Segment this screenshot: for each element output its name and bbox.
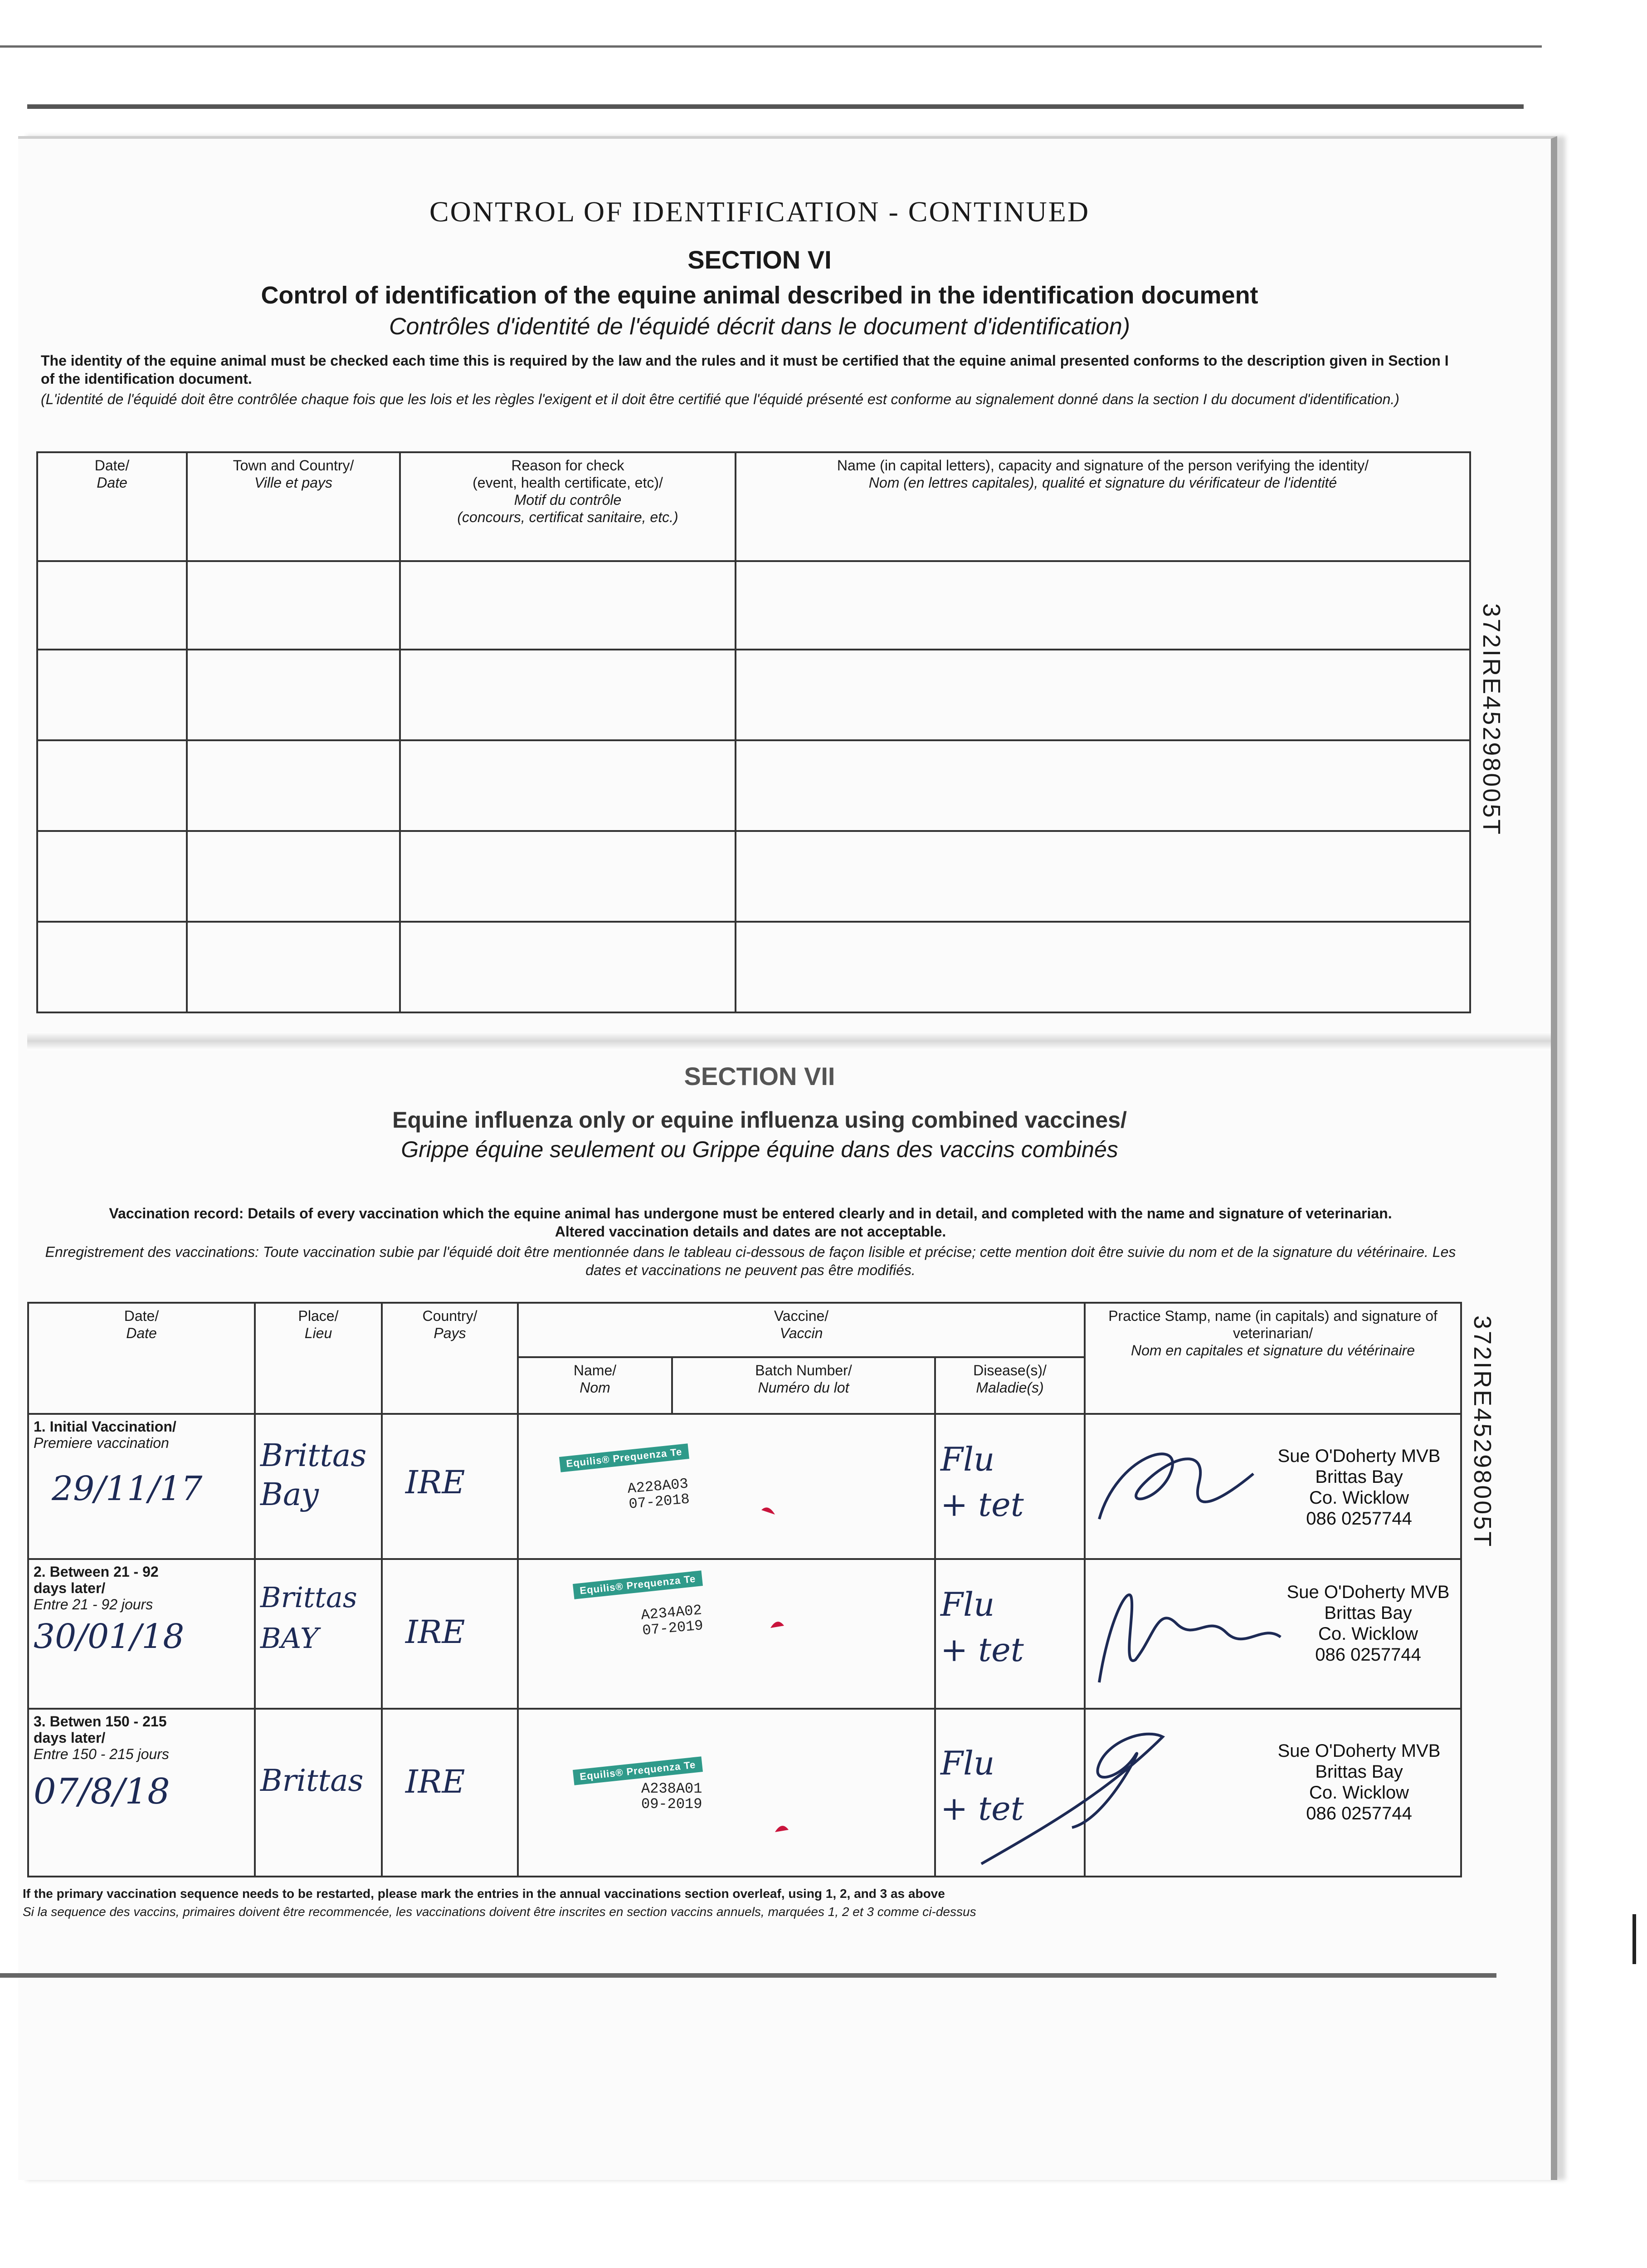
row-label-en: 3. Betwen 150 - 215 days later/ [34,1713,167,1746]
intro-line-1: Vaccination record: Details of every vaccination which the equine animal has undergone must be entered clearly and in detail, and completed with the name and signature of veterinarian. [109,1205,1392,1222]
col-practice-stamp: Practice Stamp, name (in capitals) and signature of veterinarian/ Nom en capitales et signature du vétérinaire [1085,1303,1461,1414]
section-vii-heading-en: Equine influenza only or equine influenza using combined vaccines/ [392,1107,1127,1133]
stamp-cell [1085,1709,1461,1877]
vaccination-country: IRE [405,1464,465,1501]
stamp-cell [1085,1559,1461,1709]
page-title: CONTROL OF IDENTIFICATION - CONTINUED [429,196,1090,228]
page-fold-shadow [27,1032,1551,1050]
disease-cell [935,1559,1085,1709]
footer-note-fr: Si la sequence des vaccins, primaires doivent être recommencée, les vaccinations doivent être inscrites en section vaccins annuels, marquées 1, 2 et 3 comme ci-dessus [23,1905,976,1919]
vaccine-sticker-cell [518,1559,935,1709]
col-vaccine-name: Name/ Nom [518,1357,672,1414]
vaccination-row-1 [28,1414,1461,1559]
col-vaccine: Vaccine/ Vaccin [518,1303,1085,1357]
place-cell [255,1414,382,1559]
scan-edge-mark [1632,1914,1636,1964]
col-town-country: Town and Country/ Ville et pays [187,452,400,561]
col-disease: Disease(s)/ Maladie(s) [935,1357,1085,1414]
identity-check-table [36,451,1471,1013]
section-vi-intro-fr: (L'identité de l'équidé doit être contrôlée chaque fois que les lois et les règles l'exigent et il doit être certifié que l'équidé présenté est conforme au signalement donné dans la section I du document d'identification.) [41,391,1399,407]
col-verifier: Name (in capital letters), capacity and signature of the person verifying the identity/ Nom (en lettres capitales), qualité et signature du vérificateur de l'identité [736,452,1470,561]
stamp-phone: 086 0257744 [1306,1509,1412,1529]
batch-number: A238A01 [641,1780,702,1797]
side-id-code-upper: 372IRE45298005T [1478,603,1505,836]
row-label-en: 2. Between 21 - 92 days later/ [34,1564,159,1596]
scan-line-upper [27,104,1524,109]
sticker-mark-icon [773,1818,791,1837]
batch-number: A228A03 [627,1475,689,1498]
stamp-vet-name: Sue O'Doherty MVB [1286,1582,1450,1602]
vaccination-table [27,1302,1462,1877]
vaccination-date: 07/8/18 [34,1771,170,1812]
stamp-phone: 086 0257744 [1306,1804,1412,1823]
vaccination-place: Brittas BAY [260,1581,357,1655]
col-date: Date/ Date [37,452,187,561]
row-label-cell [28,1414,255,1559]
stamp-phone: 086 0257744 [1315,1645,1421,1665]
scan-line-top [0,45,1542,48]
table-row [37,922,1470,1012]
row-label-cell [28,1559,255,1709]
place-cell [255,1559,382,1709]
row-label-fr: Entre 150 - 215 jours [34,1746,169,1762]
table-row [37,831,1470,922]
stamp-address-1: Brittas Bay [1324,1603,1412,1623]
vaccination-place: Brittas [260,1763,364,1798]
vaccination-date: 29/11/17 [52,1469,203,1508]
disease: Flu + tet [940,1440,1024,1524]
section-vi-heading-fr: Contrôles d'identité de l'équidé décrit dans le document d'identification) [389,313,1130,340]
disease: Flu + tet [940,1585,1024,1669]
section-vi-heading-en: Control of identification of the equine animal described in the identification document [261,282,1258,309]
stamp-address-1: Brittas Bay [1315,1762,1403,1782]
table-row [37,561,1470,650]
stamp-address-2: Co. Wicklow [1318,1624,1418,1644]
signature-icon [1090,1428,1262,1542]
stamp-address-1: Brittas Bay [1315,1467,1403,1487]
col-vac-place: Place/ Lieu [255,1303,382,1414]
place-cell [255,1709,382,1877]
row-label-en: 1. Initial Vaccination/ [34,1418,176,1435]
row-label-fr: Premiere vaccination [34,1435,169,1451]
vaccine-label: Equilis® Prequenza Te [559,1443,689,1472]
sticker-mark-icon [759,1501,777,1519]
stamp-vet-name: Sue O'Doherty MVB [1277,1446,1441,1466]
country-cell [382,1414,518,1559]
sticker-mark-icon [768,1614,786,1633]
batch-expiry: 09-2019 [641,1796,702,1813]
section-vii-intro-en [41,1204,1460,1241]
batch-expiry: 07-2019 [642,1617,704,1639]
section-vii-intro-fr: Enregistrement des vaccinations: Toute vaccination subie par l'équidé doit être mentionnée dans le tableau ci-dessous de façon lisible et précise; cette mention doit être suivie du nom et de la signature du vétérinaire. Les dates et vaccinations ne peuvent pas être modifiés. [45,1244,1456,1278]
vaccination-row-3 [28,1709,1461,1877]
stamp-vet-name: Sue O'Doherty MVB [1277,1741,1441,1761]
vaccine-label: Equilis® Prequenza Te [573,1570,703,1599]
vaccine-label: Equilis® Prequenza Te [573,1756,703,1785]
row-label-fr: Entre 21 - 92 jours [34,1596,153,1613]
vaccination-country: IRE [405,1763,465,1800]
scan-line-bottom [0,1973,1496,1978]
country-cell [382,1559,518,1709]
stamp-cell [1085,1414,1461,1559]
disease-cell [935,1414,1085,1559]
disease: Flu + tet [940,1744,1024,1828]
vaccine-sticker-cell [518,1709,935,1877]
section-vii-heading-fr: Grippe équine seulement ou Grippe équine dans des vaccins combinés [401,1137,1118,1162]
footer-note-en: If the primary vaccination sequence needs to be restarted, please mark the entries in the annual vaccinations section overleaf, using 1, 2, and 3 as above [23,1887,945,1901]
section-vii-title: SECTION VII [684,1062,835,1090]
row-label-cell [28,1709,255,1877]
vaccination-place: Brittas Bay [260,1438,367,1513]
stamp-address-2: Co. Wicklow [1309,1783,1409,1803]
signature-icon [1090,1569,1290,1696]
col-reason: Reason for check (event, health certificate, etc)/ Motif du contrôle (concours, certificat sanitaire, etc.) [400,452,736,561]
section-vi-title: SECTION VI [687,245,832,274]
vaccination-date: 30/01/18 [34,1617,185,1656]
col-batch-number: Batch Number/ Numéro du lot [672,1357,935,1414]
batch-number: A234A02 [640,1602,703,1624]
vaccine-sticker-cell [518,1414,935,1559]
batch-expiry: 07-2018 [628,1491,691,1513]
col-vac-country: Country/ Pays [382,1303,518,1414]
table-row [37,650,1470,740]
side-id-code-lower: 372IRE45298005T [1469,1315,1496,1549]
vaccination-row-2 [28,1559,1461,1709]
signature-icon [972,1710,1181,1873]
table-row [37,740,1470,831]
country-cell [382,1709,518,1877]
section-vi-intro-en: The identity of the equine animal must be checked each time this is required by the law and the rules and it must be certified that the equine animal presented conforms to the description given in Section I of the identification document. [41,352,1449,387]
stamp-address-2: Co. Wicklow [1309,1488,1409,1508]
col-vac-date: Date/ Date [28,1303,255,1414]
vaccination-country: IRE [405,1613,465,1651]
intro-line-2: Altered vaccination details and dates are not acceptable. [555,1223,946,1240]
